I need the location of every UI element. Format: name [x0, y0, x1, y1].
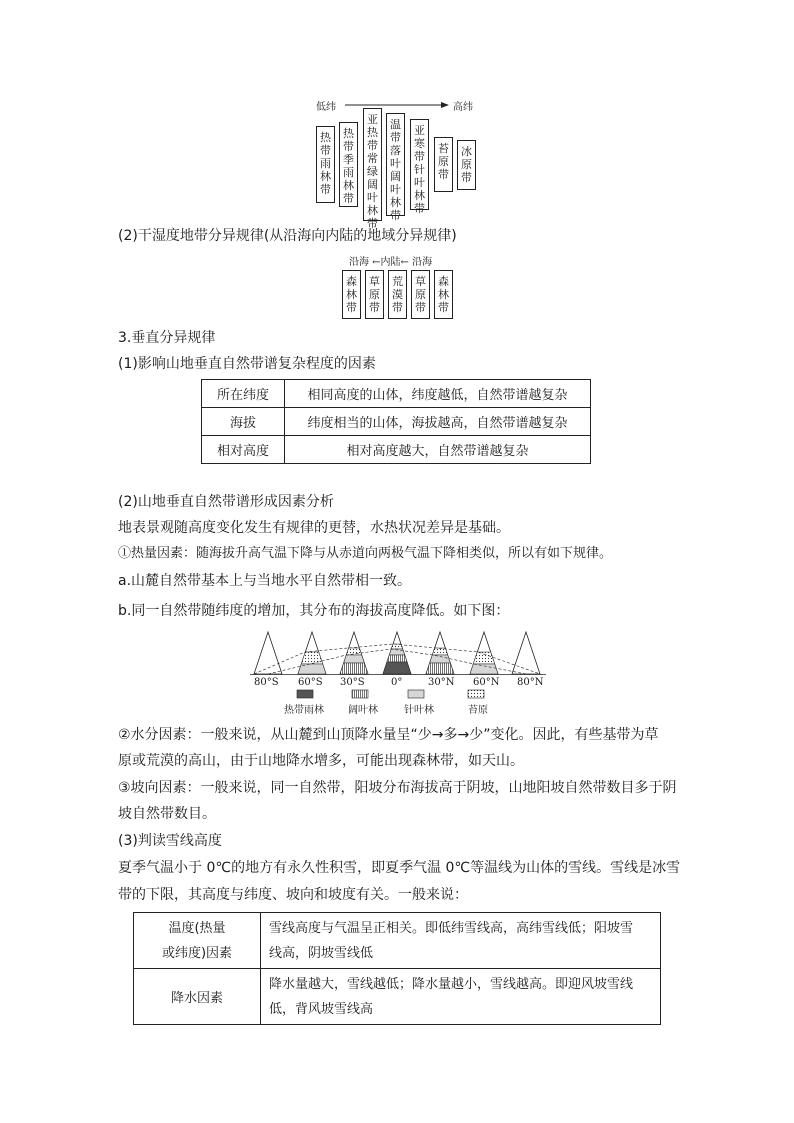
zone-box-temperate-deciduous: 温带落叶阔叶林带	[386, 113, 405, 216]
table-cell-desc	[261, 913, 661, 969]
table-row	[202, 408, 591, 436]
table-cell-factor: 所在纬度	[202, 380, 285, 408]
latitude-arrow	[343, 98, 451, 112]
zone-box-tropical-monsoon-forest: 热带季雨林带	[339, 122, 358, 207]
zone-box-desert: 荒漠带	[388, 270, 407, 319]
table-cell-factor: 降水因素	[134, 969, 261, 1025]
zone-box-grassland-right: 草原带	[411, 270, 430, 319]
zone-box-subarctic-coniferous: 亚寒带针叶林带	[410, 119, 429, 210]
legend-swatch-broadleaf	[352, 690, 368, 698]
latitude-label: 80°N	[517, 677, 544, 688]
sub-2-title: (2)山地垂直自然带谱形成因素分析	[118, 494, 334, 510]
table-row	[202, 380, 591, 408]
factor-text-line: 或纬度)因素	[161, 945, 233, 961]
table-cell-desc	[261, 969, 661, 1025]
desc-text-line: 低，背风坡雪线高	[269, 1001, 374, 1017]
legend-swatch-rainforest	[297, 690, 313, 698]
desc-text-line: 雪线高度与气温呈正相关。即低纬雪线高，高纬雪线低；阳坡雪	[269, 920, 634, 936]
latitude-label: 30°S	[340, 677, 365, 688]
legend-label-coniferous: 针叶林	[404, 705, 434, 716]
table-row	[202, 436, 591, 464]
desc-text-line: 线高，阴坡雪线低	[269, 945, 374, 961]
zone-box-ice: 冰原带	[457, 140, 476, 190]
mountain-triangles	[250, 630, 550, 678]
legend-label-broadleaf: 阔叶林	[348, 705, 378, 716]
para-water-line-1: ②水分因素：一般来说，从山麓到山顶降水量呈“少→多→少”变化。因此，有些基带为草	[118, 727, 659, 743]
legend-swatch-coniferous	[408, 690, 424, 698]
sub-1-title: (1)影响山地垂直自然带谱复杂程度的因素	[118, 356, 376, 372]
para-snow-line-2: 带的下限，其高度与纬度、坡向和坡度有关。一般来说：	[118, 887, 468, 903]
latitude-label: 80°S	[254, 677, 279, 688]
section-2-title: (2)干湿度地带分异规律(从沿海向内陆的地域分异规律)	[118, 228, 457, 244]
factor-text-line: 温度(热量	[168, 920, 226, 936]
complexity-factors-table	[201, 379, 591, 464]
legend-swatch-tundra	[468, 690, 484, 698]
para-slope-line-1: ③坡向因素：一般来说，同一自然带，阳坡分布海拔高于阴坡，山地阳坡自然带数目多于阴	[118, 780, 677, 796]
para-snow-line-1: 夏季气温小于 0℃的地方有永久性积雪，即夏季气温 0℃等温线为山体的雪线。雪线是冰雪	[118, 860, 681, 876]
table-cell-desc: 相同高度的山体，纬度越低，自然带谱越复杂	[285, 380, 591, 408]
desc-text-line: 降水量越大，雪线越低；降水量越小，雪线越高。即迎风坡雪线	[269, 976, 634, 992]
para-intro: 地表景观随高度变化发生有规律的更替，水热状况差异是基础。	[118, 520, 510, 536]
latitude-label: 30°N	[428, 677, 455, 688]
latitude-label: 60°N	[473, 677, 500, 688]
zone-box-forest-left: 森林带	[342, 270, 361, 319]
section-3-title: 3.垂直分异规律	[118, 330, 216, 346]
zone-box-tundra: 苔原带	[434, 137, 453, 192]
table-row	[134, 913, 661, 969]
table-cell-factor: 相对高度	[202, 436, 285, 464]
snowline-factors-table	[133, 912, 661, 1025]
para-slope-line-2: 坡自然带数目。	[118, 806, 216, 822]
latitude-label: 60°S	[298, 677, 323, 688]
sub-3-title: (3)判读雪线高度	[118, 833, 222, 849]
table-cell-factor: 海拔	[202, 408, 285, 436]
para-water-line-2: 原或荒漠的高山，由于山地降水增多，可能出现森林带，如天山。	[118, 753, 524, 769]
zone-box-tropical-rainforest: 热带雨林带	[316, 126, 335, 203]
latitude-label: 0°	[391, 677, 403, 688]
table-cell-factor	[134, 913, 261, 969]
para-a: a.山麓自然带基本上与当地水平自然带相一致。	[118, 573, 412, 589]
low-latitude-label: 低纬	[316, 102, 336, 113]
legend-swatches	[296, 689, 486, 699]
para-b: b.同一自然带随纬度的增加，其分布的海拔高度降低。如下图：	[118, 603, 510, 619]
zone-box-subtropical-evergreen: 亚热带常绿阔叶林带	[363, 108, 382, 221]
table-row	[134, 969, 661, 1025]
mountain-80n	[512, 632, 540, 674]
coast-inland-header: 沿海 ←内陆← 沿海	[349, 257, 433, 268]
para-heat: ①热量因素：随海拔升高气温下降与从赤道向两极气温下降相类似，所以有如下规律。	[118, 546, 613, 561]
high-latitude-label: 高纬	[453, 102, 473, 113]
zone-box-grassland-left: 草原带	[365, 270, 384, 319]
legend-label-rainforest: 热带雨林	[284, 705, 324, 716]
zone-box-forest-right: 森林带	[434, 270, 453, 319]
table-cell-desc: 纬度相当的山体，海拔越高，自然带谱越复杂	[285, 408, 591, 436]
table-cell-desc: 相对高度越大，自然带谱越复杂	[285, 436, 591, 464]
legend-label-tundra: 苔原	[468, 705, 488, 716]
